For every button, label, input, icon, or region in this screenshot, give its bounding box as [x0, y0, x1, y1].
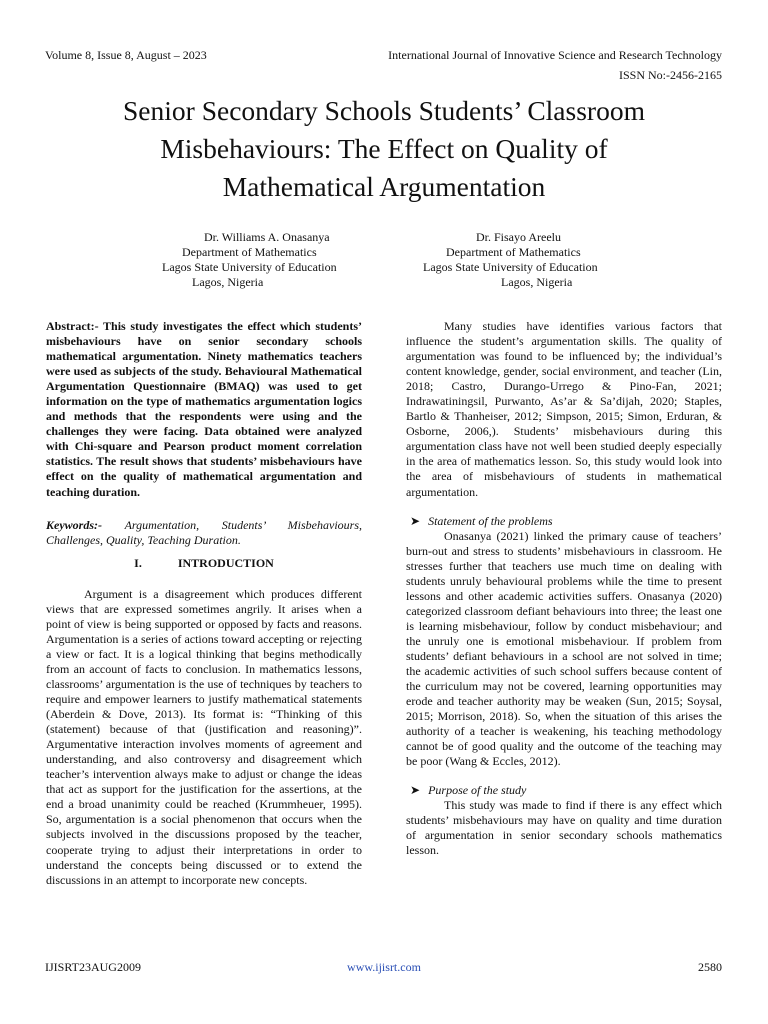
left-column: [46, 319, 362, 888]
author-location: Lagos, Nigeria: [501, 275, 573, 289]
issn: ISSN No:-2456-2165: [618, 68, 722, 82]
title-line: Senior Secondary Schools Students’ Classroom: [123, 95, 645, 126]
paper-title: [40, 92, 728, 206]
keywords-text: Argumentation, Students’ Misbehaviours, Challenges, Quality, Teaching Duration.: [46, 517, 362, 547]
journal-name: International Journal of Innovative Science and Research Technology: [388, 48, 722, 62]
keywords: [46, 518, 362, 548]
arrow-bullet-icon: ➤: [410, 783, 421, 798]
purpose-paragraph: This study was made to find if there is any effect which students’ misbehaviours may have on quality and time duration of argumentation in senior secondary schools mathematics lesson.: [406, 798, 722, 858]
statement-paragraph: Onasanya (2021) linked the primary cause of teachers’ burn-out and stress to students’ misbehaviours in classroom. He stresses further that teachers use much time on dealing with students unruly behavioural problems while the time to present lessons and other academic activities suffers. Onasanya (2020) categorized classroom defiant behaviours into three; the least one is learning misbehaviour, follow by conduct misbehaviour; and the unruly one is emotional misbehaviour. If problem from students’ defiant behaviours in a school are not solved in time; the academic activities of such school suffers because content of the curriculum may not be covered, learning opportunities may erode and teacher authority may be weaken (Sun, 2015; Soysal, 2015; Morrison, 2018). So, when the situation of this arises the authority of a teacher is weakening, his teaching methodology cannot be of good quality and the outcome of the teaching may be poor (Wang & Eccles, 2012).: [406, 528, 722, 769]
author-dept: Department of Mathematics: [446, 245, 581, 259]
author-location: Lagos, Nigeria: [192, 275, 264, 289]
author-block-1: [120, 230, 410, 290]
author-university: Lagos State University of Education: [423, 260, 598, 274]
subheading-purpose: [406, 783, 722, 798]
right-column: [406, 319, 722, 859]
author-university: Lagos State University of Education: [162, 260, 337, 274]
section-title: INTRODUCTION: [177, 555, 274, 570]
page-number: 2580: [698, 960, 722, 974]
subheading-text: Purpose of the study: [428, 783, 527, 798]
website-link[interactable]: www.ijisrt.com: [347, 960, 421, 974]
intro-paragraph-2: Many studies have identifies various factors that influence the student’s argumentation skills. The quality of argumentation was found to be influenced by; the individual’s content knowledge, gender, social environment, and teacher (Lin, 2018; Castro, Durango-Urrego & Pino-Fan, 2021; Indrawatiningsil, Purwanto, As’ar & Sa’dijah, 2020; Staples, Bartlo & Thanheiser, 2012; Simpson, 2015; Simon, Erduran, & Osborne, 2006,). Students’ misbehaviours during this argumentation class have not well been studied deeply especially in the area of mathematics lesson. So, this study would look into the area of misbehaviours of students in mathematical argumentation.: [406, 319, 722, 499]
author-name: Dr. Williams A. Onasanya: [204, 230, 330, 244]
abstract: Abstract:- This study investigates the effect which students’ misbehaviours have on senior secondary schools mathematical argumentation. Ninety mathematics teachers were used as subjects of the study. Behavioural Mathematical Argumentation Questionnaire (BMAQ) was used to get information on the type of mathematics argumentation logics and methods that the respondents were using and the challenges they were facing. Data obtained were analyzed with Chi-square and Pearson product moment correlation statistics. The result shows that students’ misbehaviours have effect on the quality of mathematical argumentation and teaching duration.: [46, 319, 362, 499]
author-dept: Department of Mathematics: [182, 245, 317, 259]
volume-info: Volume 8, Issue 8, August – 2023: [45, 48, 207, 62]
keywords-label: Keywords:-: [46, 517, 102, 532]
section-heading-introduction: [46, 556, 362, 571]
title-line: Misbehaviours: The Effect on Quality of: [160, 133, 608, 164]
intro-paragraph: Argument is a disagreement which produces different views that are expressed sometimes angrily. It arises when a point of view is being supported or opposed by facts and reasons. Argumentation is a series of actions toward accepting or rejecting a view or fact. It is a logical thinking that begins methodically from an account of facts to conclusion. In mathematics lessons, classrooms’ argumentation is the use of techniques by teachers to require and empower learners to justify mathematical statements (Aberdein & Dove, 2013). Its format is: “Thinking of this (statement) because of that (justification and reasoning)”. Argumentative interaction involves moments of agreement and understanding, and also controversy and disagreement which teacher’s intervention always make to adjust or change the ideas that act as support for the justification for the assertions, at the end a broad unanimity could be reached (Krummheuer, 1995). So, argumentation is a social phenomenon that occurs when the subjects involved in the discussions proposed by the teacher, cooperate trying to adjust their interpretations in order to understand the concepts being discussed or to extend the discussions in an attempt to incorporate new concepts.: [46, 586, 362, 887]
arrow-bullet-icon: ➤: [410, 513, 421, 528]
article-code: IJISRT23AUG2009: [45, 960, 141, 974]
subheading-statement: [406, 514, 722, 529]
author-name: Dr. Fisayo Areelu: [476, 230, 561, 244]
subheading-text: Statement of the problems: [428, 513, 553, 528]
author-block-2: [420, 230, 660, 290]
title-line: Mathematical Argumentation: [222, 171, 546, 202]
section-number: I.: [134, 555, 142, 570]
